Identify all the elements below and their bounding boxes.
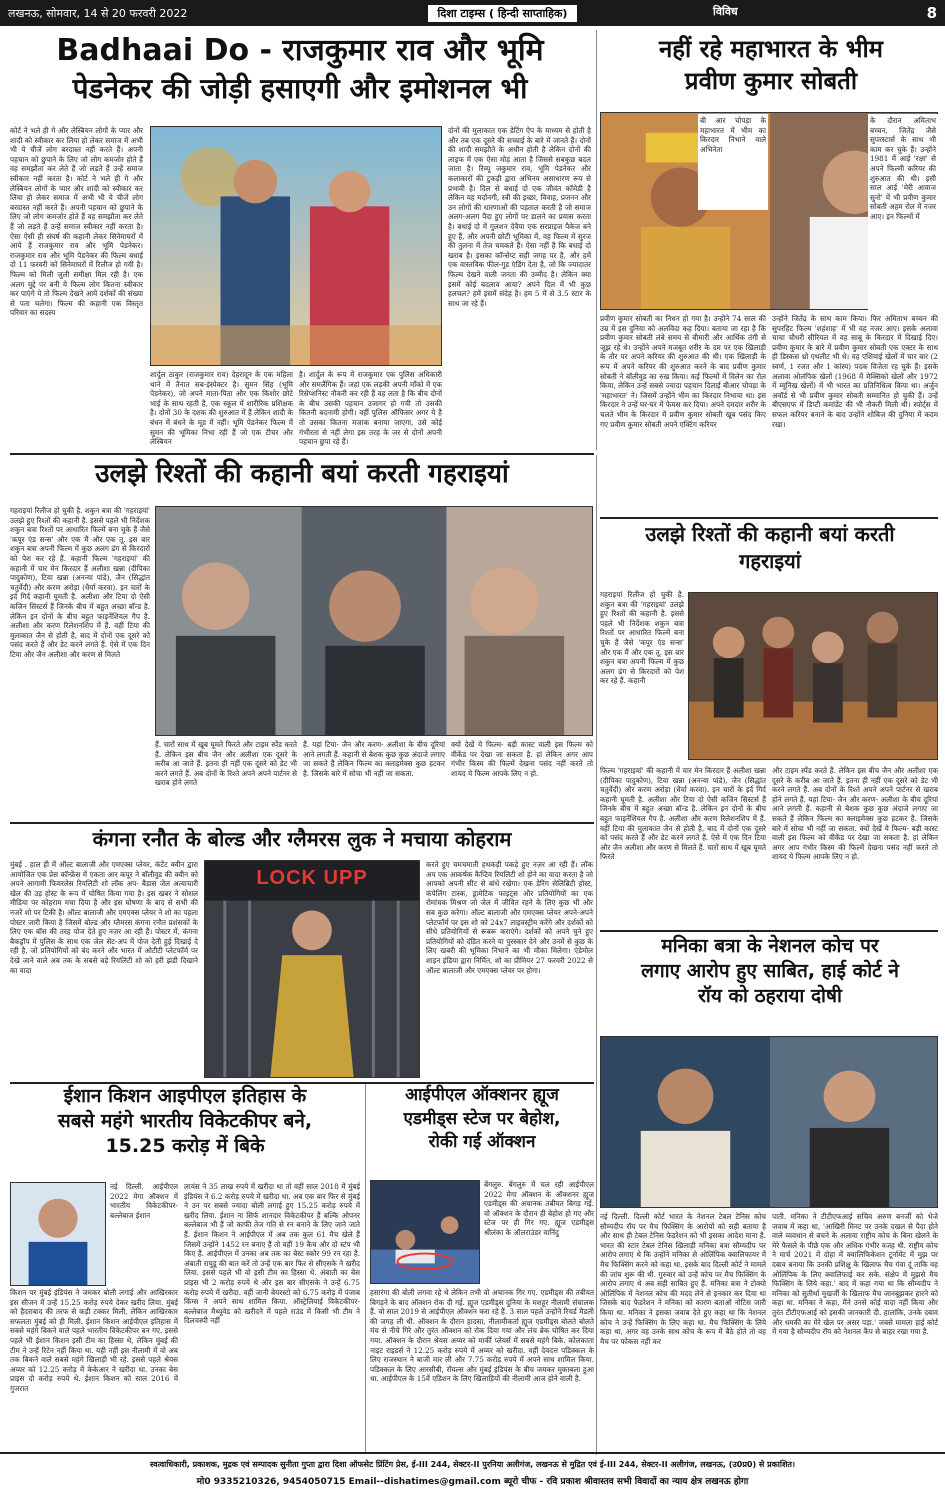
auction-headline-line3: रोकी गई ऑक्शन <box>428 1132 536 1153</box>
masthead-paper-name: दिशा टाइम्स ( हिन्दी साप्ताहिक) <box>428 5 578 22</box>
footer-imprint <box>0 1452 945 1491</box>
auction-photo <box>370 1180 480 1284</box>
badhaai-col1: कोर्ट ने भले ही गे और लेस्बियन लोगों के प्यार और शादी को स्वीकार कर लिया हो लेकर समाज में अभी भी ये चीजें लोग बरदास्त नहीं करते हैं। अपनी पहचान को छुपाने के लिए जो लोग कमजोर होते हैं वह समझौता कर लेते हैं जो लड़ते हैं उन्हें समाज स्वीकार नहीं करता है। कोर्ट ने भले ही गे और लेस्बियन लोगों के प्यार और शादी को स्वीकार कर लिया हो लेकर समाज में अभी भी ये चीजें लोग बरदास्त नहीं करते हैं। अपनी पहचान को छुपाने के लिए जो लोग कमजोर होते हैं वह समझौता कर लेते हैं जो लड़ते हैं उन्हें समाज स्वीकार नहीं करता है। ऐसा ऐसी ही संघर्ष की कहानी लेकर सिनेमाघरों में आये हैं राजकुमार राव और भूमि पेडनेकर। राजकुमार राव और भूमि पेडनेकर की फिल्म बधाई दो 11 फरवरी को सिनेमाघरों में रिलीज हो गयी है। फिल्म को मिली जुली समीक्षा मिल रही है। एक अलग मुद्दे पर बनी ये फिल्म लोग कितना स्वीकार कर पाएंगे ये तो फिल्म देखने आये दर्शकों की संख्या से पता चलेगा। फिल्म की कहानी एक विस्तृत परिवार का सदस्य <box>10 126 143 318</box>
gehraiyaan2-body: फिल्म 'गहराइयां' की कहानी में चार मेन किरदार हैं अलीशा खन्ना (दीपिका पादुकोण), टिया खन्ना (अनन्या पांडे), जैन (सिद्धांत चतुर्वेदी) और करण अरोड़ा (धैर्या करवा). इन चारों के इर्द गिर्द कहानी घूमती है. अलीशा और टिया दो ऐसी कजिन सिस्टर्स हैं जिनके बीच में बहुत अच्छा बॉन्ड है. लेकिन इन दोनों के बीच बहुत फाइनेंशियल गैप है. अलीशा और करण रिलेशनशिप में हैं. वहीं टिया की मुलाकात जैन से होती है, बाद में दोनों एक दूसरे को पसंद करते हैं और डेट करने लगते हैं. ऐसे में एक दिन टिया और जैन अलीशा और करण से मिलते हैं. चारों साथ में खूब घूमते फिरते <box>600 766 766 862</box>
gehraiyaan-caption2: हैं. यहां टिया- जैन और करण- अलीशा के बीच दूरियां आने लगती हैं. कहानी से बेशक कुछ कुछ अंदाजे लगाए जा सकते हैं लेकिन फिल्म का क्लाइमेक्स कुछ हटकर है. जिसके बारे में सोचा भी नहीं जा सकता. <box>303 740 445 778</box>
manika-headline-line3: रॉय को ठहराया दोषी <box>698 984 842 1007</box>
ishan-headline-line1: ईशान किशन आइपीएल इतिहास के <box>63 1085 307 1107</box>
gehraiyaan2-right: और टाइम स्पेंड करते हैं. लेकिन इस बीच जैन और अलीशा एक दूसरे के करीब आ जाते हैं. इतना ही नहीं एक दूसरे को डेट भी करने लगते हैं. अब दोनों के रिश्ते अपने अपने पार्टनर से खराब होने लगते हैं. यहां टिया- जैन और करण- अलीशा के बीच दूरियां आने लगती हैं. कहानी से बेशक कुछ कुछ अंदाजे लगाए जा सकते हैं लेकिन फिल्म का क्लाइमेक्स कुछ हटकर है. जिसके बारे में सोचा भी नहीं जा सकता. क्यों देखें ये फिल्म- बड़ी कास्ट वाली इस फिल्म को वीकेंड पर देखा जा सकता है. हां लेकिन अगर आप गंभीर किस्म की फिल्में देखना पसंद नहीं करते तो शायद ये फिल्म आपके लिए न हो. <box>772 766 938 862</box>
gehraiyaan-caption3: क्यों देखें ये फिल्म- बड़ी कास्ट वाली इस फिल्म को वीकेंड पर देखा जा सकता है. हां लेकिन अगर आप गंभीर किस्म की फिल्में देखना पसंद नहीं करते तो शायद ये फिल्म आपके लिए न हो. <box>451 740 593 778</box>
kangana-headline: कंगना रनौत के बोल्ड और ग्लैमरस लुक ने मचाया कोहराम <box>92 827 512 851</box>
kangana-col1: मुंबई . हाल ही में ऑल्ट बालाजी और एमएक्स प्लेयर, कंटेंट क्वीन द्वारा आयोजित एक प्रेस कॉन्फ्रेंस में एकता आर कपूर ने बॉलीवुड की क्वीन को अपने आगामी फियरलेस रियलिटी शो लॉक अप- बैडास जेल अत्याचारी खेल की उड़ होस्ट के रूप में घोषित किया गया है। इस खबर ने सोशल मीडिया पर कोहराम मचा दिया है और इस घोषणा के बाद से सभी की नजरें शो पर टिकी है। ऑल्ट बालाजी और एमएक्स प्लेयर ने शो का पहला पोस्टर जारी किया है जिसमें बोल्ड और ग्लैमरस कंगना रनौत प्रशंसकों के लिए एक बॉस की तरह पोज देते हुए नज़र आ रही हैं। पोस्टर में, कंगना बैकड्रॉप में पुलिस के साथ एक जेल सेट-अप में पोज देती हुई दिखाई दे रही है, जो प्रतियोगियों को बंद करने और भारत में ओटीटी प्लेटफॉर्म पर देखे जाने वाले अब तक के सबसे बड़े रियलिटी शो को हरी झंडी दिखाने का वादा <box>10 860 198 975</box>
badhaai-headline <box>10 34 590 124</box>
ishan-photo <box>10 1182 106 1286</box>
manika-photo-image <box>601 1037 937 1207</box>
mahabharat-side-left: बी आर चोपड़ा के महाभारत में भीम का किरदार निभाने वाले अभिनेता <box>698 114 768 210</box>
gehraiyaan2-headline-line2: गहराइयां <box>739 549 801 573</box>
gehraiyaan-photo <box>155 506 593 736</box>
manika-headline-line2: लगाए आरोप हुए साबित, हाई कोर्ट ने <box>641 959 899 982</box>
manika-headline <box>602 936 938 1032</box>
ishan-headline <box>10 1086 360 1178</box>
auction-headline <box>370 1086 594 1178</box>
mahabharat-headline-line1: नहीं रहे महाभारत के भीम <box>658 35 884 63</box>
auction-headline-line2: एडमीड्स स्टेज पर बेहोश, <box>403 1108 561 1129</box>
auction-body: हसारंगा की बोली लगवा रहे थे लेकिन तभी वो अचानक गिर गए. एडमीड्स की तबीयत बिगड़ने के बाद ऑक्शन रोक दी गई. ह्यूज एडमीड्स दुनिया के मशहूर नीलामी संचालक हैं. वो साल 2019 से आईपीएल ऑक्शन करा रहे हैं. 3 साल पहले उन्होंने रिचर्ड मैडली की जगह ली थी. ऑक्शन के दौरान हादसा, नीलामीकर्ता ह्यूज एडमीड्स बोलते बोलते मंच से नीचे गिरे और तुरंत ऑक्शन को रोक दिया गया और लंच ब्रेक घोषित कर दिया गया. ऑक्शन के दौरान श्रेयस अय्यर को मार्की प्लेयर्स में सबसे महंगे बिके. कोलकाता नाइट राइडर्स ने 12.25 करोड़ रुपये में अय्यर को खरीदा. वहीं देवदत्त पडिक्कल के लिए राजस्थान ने बाजी मार ली और 7.75 करोड़ रुपये में अपने साथ शामिल किया. पडिक्कल के लिए आरसीबी, रॉयल्स और मुंबई इंडियंस के बीच जमकर मुकाबला हुआ था. आईपीएल के 15वें एडिशन के लिए खिलाड़ियों की नीलामी आज होने वाली है. <box>370 1288 594 1384</box>
badhaai-photo <box>150 126 442 366</box>
mahabharat-headline-line2: प्रवीण कुमार सोबती <box>684 66 858 95</box>
ishan-headline-line3: 15.25 करोड़ में बिके <box>105 1134 265 1157</box>
masthead-section: विविध <box>713 5 738 18</box>
footer-line1: स्वत्वाधिकारी, प्रकाशक, मुद्रक एवं सम्पादक सुनीता गुप्ता द्वारा दिशा ऑफसेट प्रिंटिंग प्रेस, ई-III 244, सेक्टर-II पुरनिया अलीगंज, लखनऊ से मुद्रित एवं ई-III 244, सेक्टर-II अलीगंज, लखनऊ, (उ0प्र0) से प्रकाशित। <box>150 1460 795 1469</box>
mahabharat-side-right: के दौरान अमिताभ बच्चन, जितेंद्र जैसे सुपरस्टार्स के साथ भी काम कर चुके हैं। उन्होंने 1981 में आई 'रक्षा' से अपने फिल्मी करियर की शुरुआत की थी। इसी साल आई 'मेरी आवाज सुनो' में भी प्रवीण कुमार सोबती अहम रोल में नजर आए। इन फिल्मों में <box>868 114 938 310</box>
auction-headline-line1: आईपीएल ऑक्शनर ह्यूज <box>405 1085 559 1105</box>
ishan-photo-image <box>11 1183 105 1285</box>
badhaai-headline-line1: Badhaai Do - राजकुमार राव और भूमि <box>56 33 544 68</box>
manika-col1: नई दिल्ली. दिल्ली कोर्ट भारत के नेशनल टेबल टेनिस कोच सौम्यदीप रॉय पर मैच फिक्सिंग के आरोपों को सही बताया है और साथ ही टेबल टेनिस फेडरेशन को भी इसका आदेश माना है. भारत की स्टार टेबल टेनिस खिलाड़ी मनिका बत्रा सौम्यदीप पर आरोप लगाए थे कि उन्होंने मनिका से ओलिंपिक क्वालिफायर में मैच फिक्सिंग करने को कहा था. इसके बाद दिल्ली कोर्ट ने मामले की जांच शुरू की थी. गुरुवार को उन्हें कोच पर मैच फिक्सिंग के आरोप लगाए थे अब सही साबित हुए हैं. मनिका बत्रा ने टोक्यो ओलिंपिक में नेशनल कोच की मदद लेने से इनकार कर दिया था जिसके बाद फेडरेशन ने मनिका को कारण बताओ नोटिस जारी किया था. मनिका ने इसका जवाब देते हुए कहा था कि नेशनल कोच ने उन्हें फिक्सिंग के लिए कहा था. मैच फिक्सिंग के लिये कहा था, अगर वह उनके साथ कोच के रूप में बैठे होते तो वह मैच पर फोकस नहीं कर <box>600 1212 766 1346</box>
auction-side: बेंगलुरु. बेंगलुरु में चल रही आईपीएल 2022 मेगा ऑक्शन के ऑक्शनर ह्यूज एडमीड्स की अचानक तबीयत बिगड़ गई. वो ऑक्शन के दौरान ही बेहोश हो गए और स्टेज पर ही गिर गए. ह्यूज एडमीड्स श्रीलंका के ऑलराउंडर वानिंदु <box>484 1180 594 1237</box>
gehraiyaan-photo-image <box>156 507 592 735</box>
masthead-page-number: 8 <box>926 4 937 22</box>
gehraiyaan2-headline-line1: उलझे रिश्तों की कहानी बयां करती <box>645 522 895 546</box>
mahabharat-col-b: उन्होंने जितेंद्र के साथ काम किया। फिर अमिताभ बच्चन की सुपरहिट फिल्म 'शहंशाह' में भी वह नजर आए। इसके अलावा चाचा चौधरी सीरियल में वह साबू के किरदार में दिखाई दिए। प्रवीण कुमार के बारे में प्रवीण कुमार सोबती एक एक्टर के साथ ही डिस्कस थ्रो एथलीट भी थे। वह एशियाई खेलों में चार बार (2 स्वर्ण, 1 रजत और 1 कांस्य) पदक विजेता रह चुके हैं। इसके अलावा ओलंपिक खेलों (1968 में मेक्सिको खेलों और 1972 में म्यूनिख खेलों) में भी भारत का प्रतिनिधित्व किया था। अर्जुन अवॉर्ड से भी प्रवीण कुमार सोबती सम्मानित हो चुकी हैं। उन्हें बीएसएफ में डिप्टी कमांडेंट की भी नौकरी मिली थी। स्पोर्ट्स में सफल करियर बनाने के बाद उन्होंने शोबिज की दुनिया में कदम रखा। <box>772 314 938 429</box>
ishan-col2: लायंस ने 35 लाख रुपये में खरीदा था तो वहीं साल 2018 में मुंबई इंडियंस ने 6.2 करोड़ रुपये में खरीदा था. अब एक बार फिर से मुंबई ने उन पर सबसे ज्यादा बोली लगाई हुए 15.25 करोड़ रुपये में खरीद लिया. ईशान ना सिर्फ शानदार विकेटकीपर हैं बल्कि ओपनर बल्लेबाज भी हैं जो काफी तेज गति से रन बनाने के लिए जाने जाते हैं. ईशान किशन ने आईपीएल में अब तक कुल 61 मैच खेले हैं जिसमें उन्होंने 1452 रन बनाए हैं तो वहीं 19 कैच और दो स्टंप भी किए हैं. आईपीएल में उनका अब तक का बेस्ट स्कोर 99 रन रहा है. अंबाती रायुडू की बात करें तो उन्हें एक बार फिर से सीएसके ने खरीद लिया. इससे पहले भी वो इसी टीम का हिस्सा थे. अंबाती का बेस प्राइस भी 2 करोड़ रुपये थे और इस बार सीएसके ने उन्हें 6.75 करोड़ रुपये में खरीदा. वहीं जानी बेयरस्टो को 6.75 करोड़ में पंजाब किंग्स ने अपने साथ शामिल किया. ऑस्ट्रेलियाई विकेटकीपर-बल्लेबाज मैथ्यूवेड को खरीदने में पहले राउंड में किसी भी टीम ने दिलचस्पी नहीं <box>184 1182 360 1326</box>
gehraiyaan2-photo-image <box>689 593 937 759</box>
kangana-col2: करते हुए चमचमाती हथकड़ी पकड़े हुए नज़र आ रही हैं। लॉक अप एक आकर्षक कैप्टिव रियलिटी शो होने का वादा करता है जो आपको अपनी सीट से बांधे रखेगा। एक डेरिंग सेलिब्रिटी होस्ट, कंपेलिंग टास्क, ड्रामेटिक फाइट्स और प्रतियोगियों का एक रोमांचक मिश्रण जो जेल में जीवित रहने के लिए कुछ भी और सब कुछ करेगा। ऑल्ट बालाजी और एमएक्स प्लेयर अपने-अपने प्लेटफॉर्म पर इस शो को 24x7 लाइवस्ट्रीम करेंगे और दर्शकों को सीधे प्रतियोगियों से रूबरू कराएंगे। दर्शकों को अपने चुने हुए प्रतियोगियों को दंडित करने या पुरस्कार देने और उनमें से कुछ के लिए खबरी की भूमिका निभाने का भी मौका मिलेगा। एंडेमोल शाइन इंडिया द्वारा निर्मित, शो का प्रीमियर 27 फरवरी 2022 से ऑल्ट बालाजी और एमएक्स प्लेयर पर होगा। <box>426 860 593 975</box>
ishan-headline-line2: सबसे महंगे भारतीय विकेटकीपर बने, <box>57 1109 313 1132</box>
manika-headline-line1: मनिका बत्रा के नेशनल कोच पर <box>661 935 879 957</box>
footer-line2: मो0 9335210326, 9454050715 Email--dishatimes@gmail.com ब्यूरो चीफ - रवि प्रकाश श्रीवास्तव सभी विवादों का न्याय क्षेत्र लखनऊ होगा <box>196 1477 749 1487</box>
badhaai-col4: दोनों की मुलाकात एक डेटिंग ऐप के माध्यम से होती है और तब एक दूसरे की सच्चाई के बारे में जानते हैं। दोनों की शादी समझौते के अधीन होती है लेकिन दोनों की लाइफ में एक ऐसा मोड़ आता है जिससे सबकुछ बदल जाता है। रिव्यू जकुमार राव, भूमि पेडनेकर और कलाकारों की टुकड़ी द्वारा अभिनय असाधारण रूप से प्रभावी है। दिल से बधाई दो एक जीवंत कॉमेडी है लेकिन यह मर्दानगी, स्त्री की इच्छा, विवाह, प्रजनन और उन लोगों की धारणाओं की पड़ताल करती है जो समाज अलग-अलग पैदा हुए लोगों पर डालने का प्रयास करता है। बधाई दो में गुलशन देवैया एक सरप्राइज पैकेज बने हुए हैं, और अपनी छोटी भूमिका में, वह फिल्म में सुरज की तुलना में तेज चमकते हैं। ऐसा नहीं है कि बधाई दो खराब है। इसका कॉन्सेप्ट सही जगह पर है, और हमें एक वास्तविक फील-गुड एंडिंग देता है, जो कि ज्यादातर फिल्म देखने वाली जनता की उम्मीद है। लेकिन क्या इसमें कोई बदलाव आया? अपने दिल में भी कुछ हलचल? हमें इसमें संदेह है। हम 5 में से 3.5 स्टार के साथ जा रहे हैं। <box>448 126 591 308</box>
badhaai-photo-image <box>151 127 441 365</box>
mahabharat-col-a: प्रवीण कुमार सोबती का निधन हो गया है। उन्होंने 74 साल की उम्र में इस दुनिया को अलविदा कह दिया। बताया जा रहा है कि प्रवीण कुमार सोबती लंबे समय से बीमारी और आर्थिक तंगी से जूझ रहे थे। उन्होंने अपने मजबूत शरीर के दम पर एक खिलाड़ी के तौर पर अपने करियर की शुरुआत की थी। एक खिलाड़ी के रूप में अपने करियर की शुरुआत करने के बाद प्रवीण कुमार सोबती ने बॉलीवुड का रुख किया। कई फिल्मों में विलेन का रोल किया, लेकिन उन्हें सबसे ज्यादा पहचान दिलाई बीआर चोपड़ा के 'महाभारत' ने। जिसमें उन्होंने भीम का किरदार निभाया था। इस किरदार ने उन्हें घर-घर में फेमस कर दिया। अपने दमदार शरीर के चलते भीम के किरदार में प्रवीण कुमार सोबती खूब पसंद किए गए प्रवीण कुमार सोबती अपने एक्टिंग करियर <box>600 314 766 429</box>
ishan-col1: किशन पर मुंबई इंडियंस ने जमकर बोली लगाई और आखिरकार इस सीजन में उन्हें 15.25 करोड़ रुपये देकर खरीद लिया. मुंबई को हैदराबाद की तरफ से कड़ी टक्कर मिली, लेकिन आखिरकार सफलता मुंबई को ही मिली. ईशान किशन आईपीएल इतिहास में सबसे महंगे बिकने वाले पहले भारतीय विकेटकीपर बन गए. इससे पहले भी ईशान किशन इसी टीम का हिस्सा थे, लेकिन मुंबई की टीम ने उन्हें रिटेन नहीं किया था. यही नहीं इस नीलामी में वो अब तक बिकने वाले सबसे महंगे खिलाड़ी भी रहे. इससे पहले श्रेयस अय्यर को 12.25 करोड़ में केकेआर ने खरीदा था. उनका बेस प्राइस दो करोड़ रुपये थे. ईशान किशन को साल 2016 में गुजरात <box>10 1288 178 1393</box>
ishan-side: नई दिल्ली. आईपीएल 2022 मेगा ऑक्शन में भारतीय विकेटकीपर-बल्लेबाज ईशान <box>110 1182 178 1220</box>
masthead-date: लखनऊ, सोमवार, 14 से 20 फरवरी 2022 <box>8 6 188 20</box>
manika-col2: पाती. मनिका ने टीटीएफआई सचिव अरुण बनर्जी को भेजे जवाब में कहा था, 'आखिरी मिनट पर उनके दखल से पैदा होने वाले व्यवधान से बचने के अलावा राष्ट्रीय कोच के बिना खेलने के मेरे फैसले के पीछे एक और अधिक गंभीर वजह थी. राष्ट्रीय कोच ने मार्च 2021 में दोहा में क्वालिफिकेशन टूर्नामेंट में मुझ पर दबाव बनाया कि उनकी प्रशिक्षु के खिलाफ मैच गंवा दूं ताकि वह ओलिंपिक के लिए क्वालिफाई कर सके. संक्षेप में मुझसे मैच फिक्सिंग के लिये कहा.' बाद में कहा गया था कि सौम्यदीप ने मनिका को सुतीर्था मुखर्जी के खिलाफ मैच जानबूझकर हारने को कहा था. मनिका ने कहा, मैंने उनसे कोई वादा नहीं किया और तुरंत टीटीएफआई को इसकी जानकारी दी. हालांकि, उनके दबाव और धमकी का मेरे खेल पर असर पड़ा.' जबसे मामला हाई कोर्ट में गया है सौम्यदीप रॉय को नेशनल कैंप से बाहर रखा गया है. <box>772 1212 938 1337</box>
masthead <box>0 0 945 26</box>
gehraiyaan2-headline <box>602 523 938 587</box>
gehraiyaan-headline: उलझे रिश्तों की कहानी बयां करती गहराइयां <box>95 459 509 489</box>
badhaai-caption-left: शार्दुल ठाकुर (राजकुमार राव) देहरादून के एक महिला थाने में तैनात सब-इंस्पेक्टर है। सुमन सिंह (भूमि पेडनेकर), जो अपने माता-पिता और एक किशोर छोटे भाई के साथ रहती है, एक स्कूल में शारीरिक प्रशिक्षक है। दोनों 30 के दशक की शुरुआत में हैं लेकिन शादी के बंधन में बंधने के मूड में नहीं। भूमि पेडनेकर फिल्म में सुमन की भूमिका निभा रही हैं जो एक टीचर और लेस्बियन <box>150 370 293 447</box>
kangana-poster-image <box>205 861 419 1077</box>
auction-photo-image <box>371 1181 479 1283</box>
badhaai-headline-line2: पेडनेकर की जोड़ी हसाएगी और इमोशनल भी <box>72 71 528 105</box>
badhaai-caption-right: है। शार्दुल के रूप में राजकुमार एक पुलिस अधिकारी और समलैंगिक हैं। जहां एक लड़की अपनी माँको में एक रिसेप्शनिस्ट नौकरी कर रही हैं वह लता है कि बीच दोनों के बीच उसकी पहचान उजागर हो गयी तो उसकी कितनी बदनामी होगी। वहीं पुलिस ऑफिसर अगर ये है तो उसका कितना मजाक बनाया जाएगा, उसे कोई गंभीरता से नहीं लेगा इस तरह के जर से दोनों अपनी पहचान छुपा रहे हैं। <box>299 370 442 447</box>
gehraiyaan-col1: गहराइयां रिलीज हो चुकी है. शकुन बत्रा की 'गहराइयां' उलझे हुए रिश्तों की कहानी है. इससे पहले भी निर्देशक शकुन बत्रा रिश्तों पर आधारित फिल्में बना चुके हैं जैसे 'कपूर एंड सन्स' और एक मैं और एक तू. इस बार शकुन बत्रा अपनी फिल्म में कुछ अलग ढंग से किरदारों को पेश कर रहे हैं. कहानी फिल्म 'गहराइयां' की कहानी में चार मेन किरदार हैं अलीशा खन्ना (दीपिका पादुकोण), टिया खन्ना (अनन्या पांडे), जैन (सिद्धांत चतुर्वेदी) और करण अरोड़ा (धैर्या करवा). इन चारों के इर्द गिर्द कहानी घूमती है. अलीशा और टिया दो ऐसी कजिन सिस्टर्स हैं जिनके बीच में बहुत अच्छा बॉन्ड है. लेकिन इन दोनों के बीच बहुत फाइनेंशियल गैप है. अलीशा और करण रिलेशनशिप में हैं. वहीं टिया की मुलाकात जैन से होती है, बाद में दोनों एक दूसरे को पसंद करते हैं और डेट करने लगते हैं. ऐसे में एक दिन टिया और जैन अलीशा और करण से मिलते <box>10 506 150 659</box>
gehraiyaan-caption1: हैं. चारों साथ में खूब घूमते फिरते और टाइम स्पेंड करते हैं. लेकिन इस बीच जैन और अलीशा एक दूसरे के करीब आ जाते हैं. इतना ही नहीं एक दूसरे को डेट भी करने लगते हैं. अब दोनों के रिश्ते अपने अपने पार्टनर से खराब होने लगते <box>155 740 297 788</box>
kangana-poster-title: LOCK UPP <box>256 867 368 889</box>
gehraiyaan2-side: गहराइयां रिलीज हो चुकी है. शकुन बत्रा की 'गहराइयां' उलझे हुए रिश्तों की कहानी है. इससे पहले भी निर्देशक शकुन बत्रा रिश्तों पर आधारित फिल्में बना चुके हैं जैसे 'कपूर एंड सन्स' और एक मैं और एक तू. इस बार शकुन बत्रा अपनी फिल्म में कुछ अलग ढंग से किरदारों को पेश कर रहे हैं. कहानी <box>600 590 684 686</box>
mahabharat-headline <box>602 36 940 106</box>
manika-photo <box>600 1036 938 1208</box>
kangana-poster <box>204 860 420 1078</box>
gehraiyaan2-photo <box>688 592 938 760</box>
